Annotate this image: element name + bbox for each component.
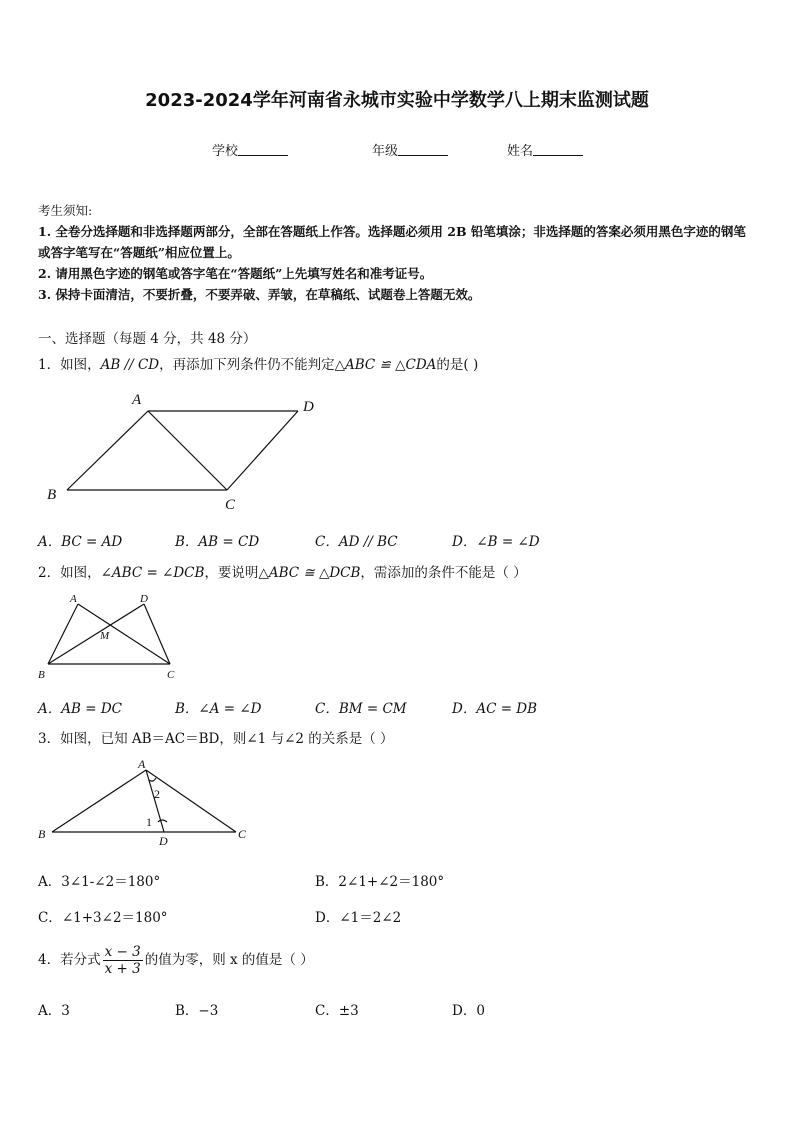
q3-option-d[interactable]: D．∠1＝2∠2	[315, 910, 402, 926]
q1-tail: 的是( )	[436, 357, 479, 373]
page-title: 2023-2024学年河南省永城市实验中学数学八上期末监测试题	[145, 90, 649, 111]
q2-option-c[interactable]: C．BM = CM	[315, 701, 407, 717]
q3-angle-1-arc	[158, 820, 167, 822]
q3-label-C: C	[238, 827, 247, 841]
q3-label-B: B	[38, 827, 46, 841]
q2-num: 2．如图，	[38, 565, 101, 581]
school-field[interactable]	[212, 140, 288, 159]
notice-heading: 考生须知:	[38, 203, 93, 218]
name-field[interactable]	[507, 140, 583, 159]
q1-option-d[interactable]: D．∠B = ∠D	[452, 534, 540, 550]
q1-segment-AC	[148, 411, 227, 490]
notice-block	[38, 200, 758, 305]
q3-figure	[36, 756, 251, 851]
question-4	[38, 944, 314, 977]
q1-label-D: D	[303, 399, 314, 415]
q3-segment-AC	[146, 770, 236, 832]
notice-item-1: 1. 全卷分选择题和非选择题两部分，全部在答题纸上作答。选择题必须用 2B 铅笔填涂；非选择题的答案必须用黑色字迹的钢笔或答字笔写在“答题纸”相应位置上。	[38, 224, 746, 260]
name-label: 姓名	[507, 144, 534, 159]
q3-option-b[interactable]: B．2∠1+∠2＝180°	[315, 874, 445, 890]
q2-label-M: M	[100, 630, 110, 642]
q2-figure	[36, 590, 196, 686]
name-underline	[533, 143, 583, 156]
q4-pre: 4．若分式	[38, 952, 101, 968]
q1-segment-CD	[227, 411, 298, 490]
q2-text: ，要说明	[204, 565, 259, 581]
q3-label-D: D	[159, 834, 168, 848]
q1-option-a[interactable]: A．BC = AD	[38, 534, 123, 550]
school-label: 学校	[212, 144, 239, 159]
grade-underline	[398, 143, 448, 156]
q3-option-c[interactable]: C．∠1+3∠2＝180°	[38, 910, 168, 926]
q1-label-B: B	[47, 487, 57, 503]
q3-label-A: A	[138, 757, 146, 771]
notice-item-3: 3. 保持卡面清洁，不要折叠，不要弄破、弄皱，在草稿纸、试题卷上答题无效。	[38, 287, 481, 302]
q1-label-A: A	[132, 392, 142, 408]
q1-figure	[40, 385, 340, 515]
q1-option-b[interactable]: B．AB = CD	[175, 534, 260, 550]
q4-option-b[interactable]: B．−3	[175, 1003, 219, 1019]
q2-condition: ∠ABC = ∠DCB	[100, 565, 205, 581]
q4-option-a[interactable]: A．3	[38, 1003, 70, 1019]
q4-denominator: x + 3	[104, 961, 141, 977]
school-underline	[238, 143, 288, 156]
q1-text: ，再添加下列条件仍不能判定	[159, 357, 335, 373]
grade-label: 年级	[372, 144, 399, 159]
q2-option-a[interactable]: A．AB = DC	[38, 701, 122, 717]
q4-fraction	[103, 944, 143, 977]
q3-label-1: 1	[146, 815, 152, 829]
q2-label-B: B	[38, 669, 45, 681]
q3-label-2: 2	[154, 787, 160, 801]
q1-triangles: △ABC ≌ △CDA	[334, 357, 437, 373]
q4-post: 的值为零，则 x 的值是（ ）	[144, 952, 314, 968]
question-1	[38, 353, 478, 373]
q4-option-d[interactable]: D．0	[452, 1003, 485, 1019]
q1-option-c[interactable]: C．AD // BC	[315, 534, 398, 550]
q2-segment-AC	[78, 604, 170, 664]
q1-num: 1．如图，	[38, 357, 101, 373]
q1-segment-AB	[67, 411, 148, 490]
q3-segment-AB	[52, 770, 146, 832]
section-heading: 一、选择题（每题 4 分，共 48 分）	[38, 331, 257, 347]
q2-option-b[interactable]: B．∠A = ∠D	[175, 701, 262, 717]
notice-item-2: 2. 请用黑色字迹的钢笔或答字笔在“答题纸”上先填写姓名和准考证号。	[38, 266, 433, 281]
q2-label-C: C	[167, 669, 175, 681]
question-2	[38, 561, 527, 581]
q1-label-C: C	[225, 497, 236, 513]
q2-tail: ，需添加的条件不能是（ ）	[360, 565, 527, 581]
q1-condition: AB // CD	[100, 357, 160, 373]
q3-option-a[interactable]: A．3∠1-∠2＝180°	[38, 874, 161, 890]
q4-option-c[interactable]: C．±3	[315, 1003, 359, 1019]
q4-numerator: x − 3	[104, 944, 141, 960]
q2-label-A: A	[70, 593, 77, 605]
grade-field[interactable]	[372, 140, 448, 159]
q2-label-D: D	[140, 593, 148, 605]
q3-angle-2-arc	[149, 778, 156, 781]
question-3: 3．如图，已知 AB＝AC＝BD，则∠1 与∠2 的关系是（ ）	[38, 731, 394, 747]
q2-triangles: △ABC ≅ △DCB	[258, 565, 361, 581]
q2-option-d[interactable]: D．AC = DB	[452, 701, 538, 717]
